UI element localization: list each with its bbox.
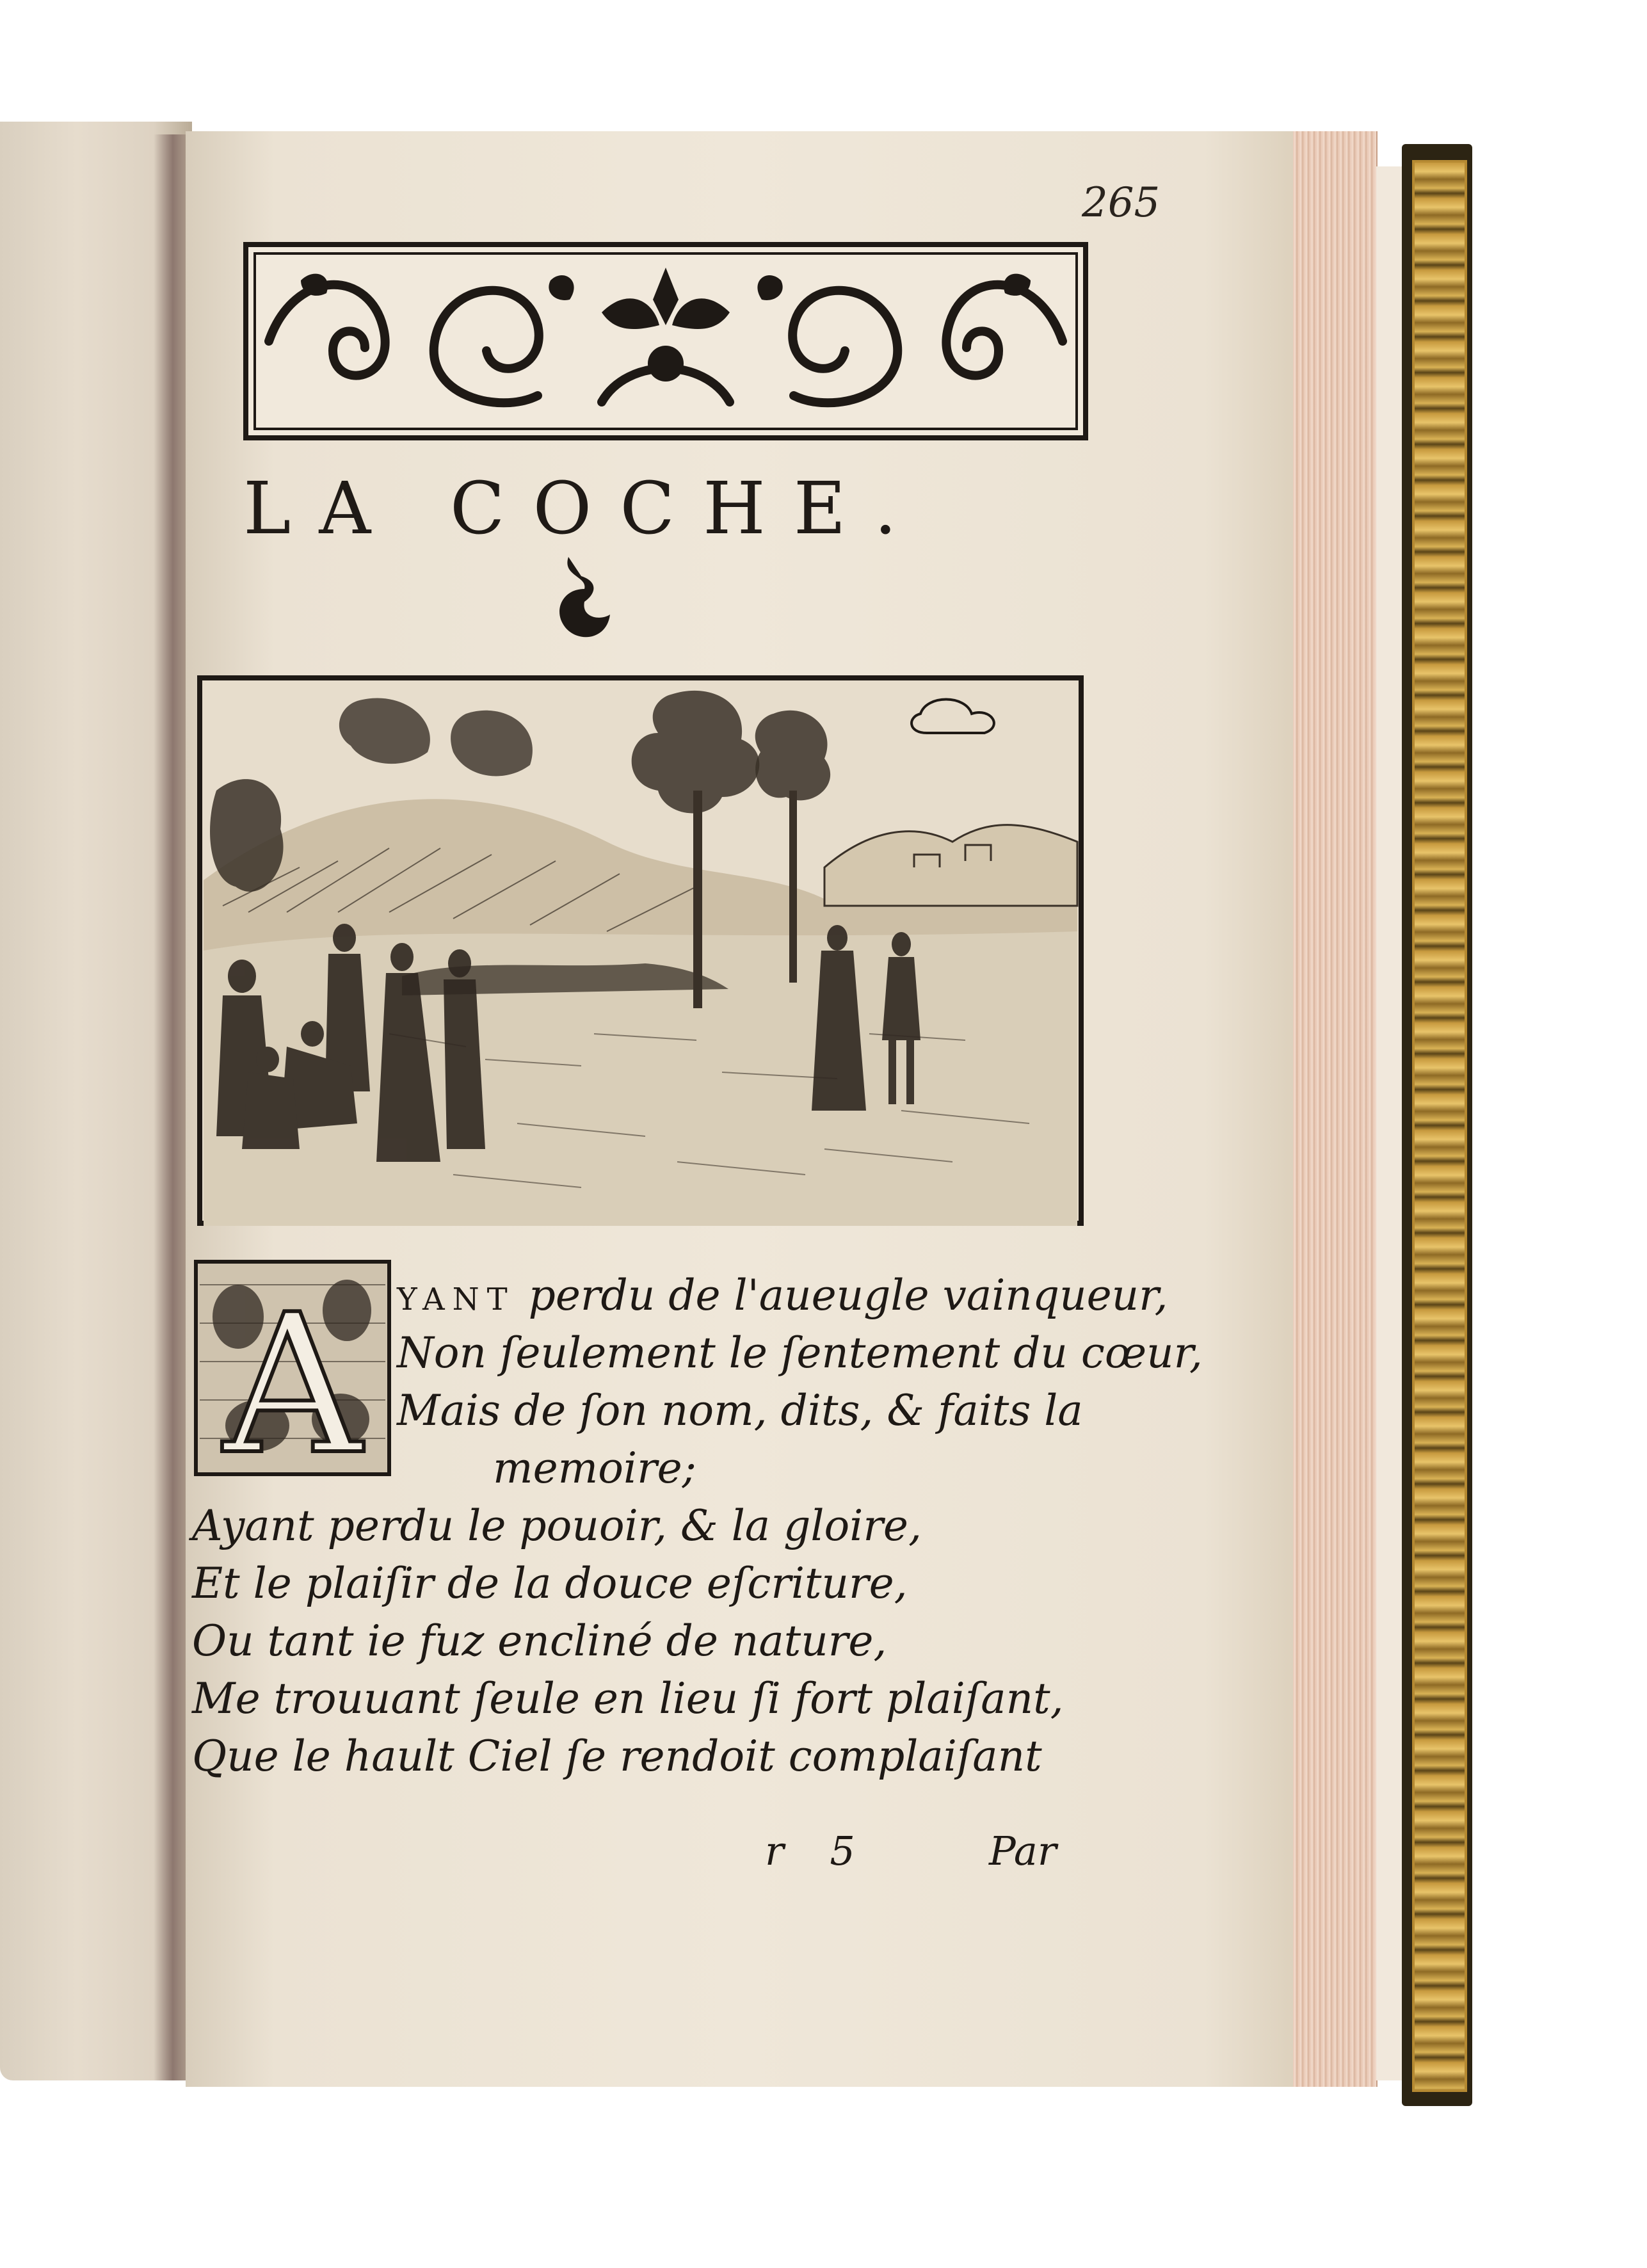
woodcut-illustration xyxy=(197,675,1084,1226)
verse-line-1 xyxy=(397,1271,1168,1320)
verse-line-8: Me trouuant ſeule en lieu ſi fort plaiſant, xyxy=(192,1674,1064,1723)
verse-line-6: Et le plaiſir de la douce eſcriture, xyxy=(192,1559,908,1608)
initial-letter-block xyxy=(193,1259,392,1477)
verse-line-5: Ayant perdu le pouoir, & la gloire, xyxy=(192,1501,922,1550)
initial-letter: A xyxy=(223,1273,362,1477)
gilt-border-ornament xyxy=(1412,160,1467,2092)
verse-line-3: Mais de ſon nom, dits, & faits la xyxy=(397,1386,1083,1435)
signature-mark: r 5 xyxy=(765,1828,872,1874)
first-word-smallcaps: YANT xyxy=(397,1282,515,1317)
poem-title: LA COCHE. xyxy=(243,467,926,551)
headpiece-ornament xyxy=(243,242,1088,440)
verse-line-2: Non ſeulement le ſentement du cœur, xyxy=(397,1328,1203,1378)
verse-line-9: Que le hault Ciel ſe rendoit complaiſant xyxy=(192,1732,1042,1781)
page-endleaf xyxy=(1376,166,1402,2080)
page-number: 265 xyxy=(1082,179,1161,227)
verse-line-7: Ou tant ie fuz encliné de nature, xyxy=(192,1616,887,1666)
verse-line-4: memoire; xyxy=(493,1444,696,1493)
fleuron-ornament xyxy=(549,551,613,647)
verse-line-1-text: perdu de l'aueugle vainqueur, xyxy=(515,1271,1168,1320)
page-fore-edge xyxy=(1293,131,1378,2087)
catchword: Par xyxy=(989,1828,1057,1874)
